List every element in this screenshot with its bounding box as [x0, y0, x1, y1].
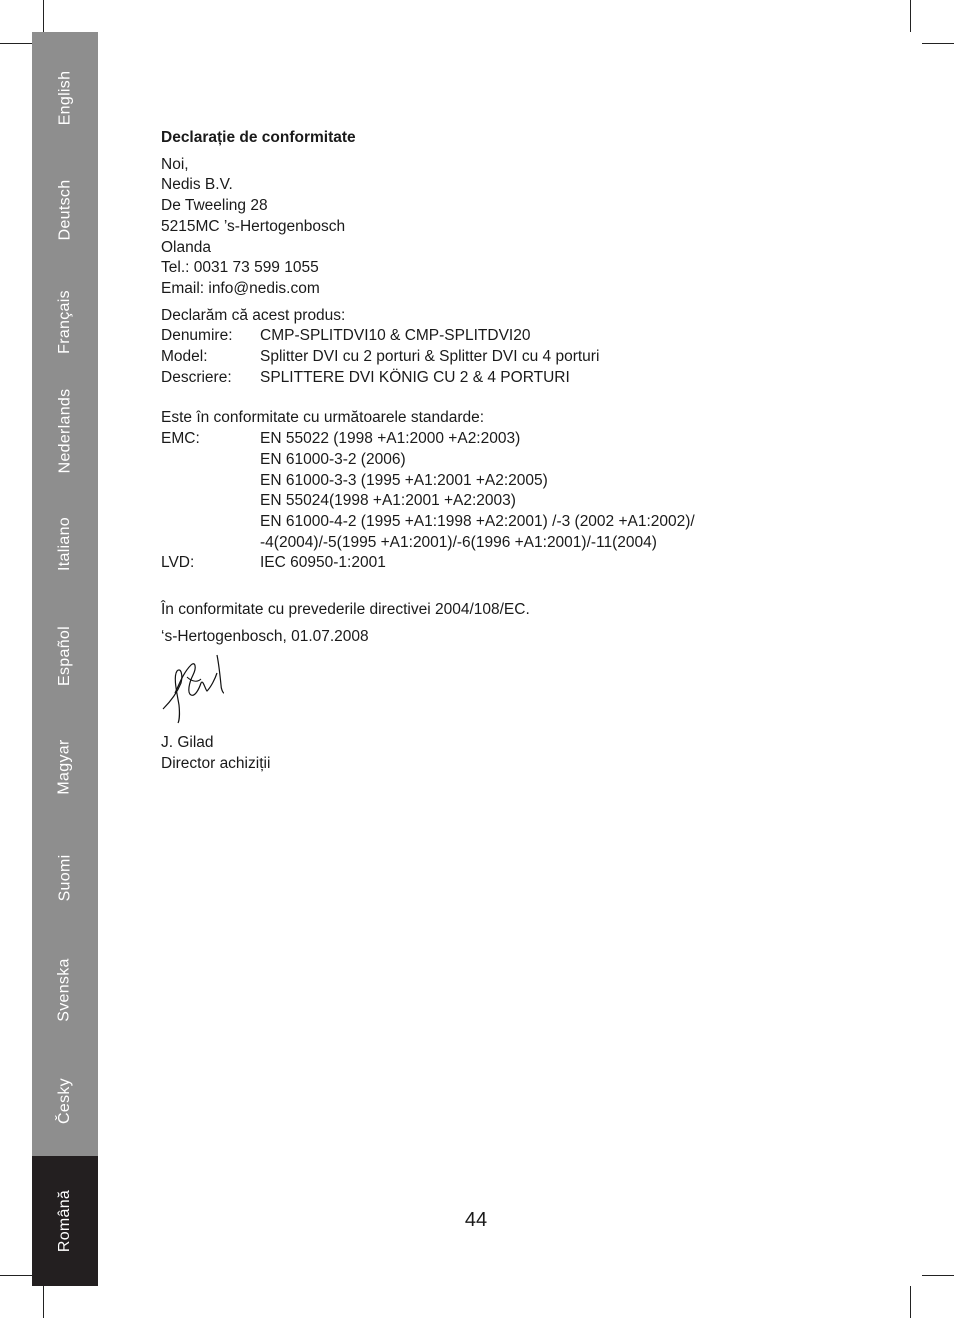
tab-label: Magyar: [56, 739, 73, 795]
tab-label: Nederlands: [56, 388, 74, 474]
address-line: Noi,: [161, 155, 189, 173]
tab-english[interactable]: [32, 42, 98, 154]
crop-mark: [910, 1286, 911, 1318]
standards-intro: Este în conformitate cu următoarele standarde:: [161, 409, 485, 427]
standard-line: EN 61000-4-2 (1995 +A1:1998 +A2:2001) /-3 (2002 +A1:2002)/: [260, 512, 695, 530]
tab-romana[interactable]: [32, 1156, 98, 1286]
tab-label: Svenska: [56, 958, 73, 1022]
emc-row: [161, 429, 801, 450]
field-label: Descriere:: [161, 368, 232, 386]
signature-stroke: [163, 670, 182, 723]
directive-statement: În conformitate cu prevederile directivei 2004/108/EC.: [161, 601, 530, 619]
address-line: Olanda: [161, 238, 211, 256]
tab-label: English: [55, 70, 73, 126]
signature-image: [161, 653, 241, 733]
field-value: CMP-SPLITDVI10 & CMP-SPLITDVI20: [260, 327, 531, 345]
crop-mark: [922, 43, 954, 44]
tab-label: Deutsch: [55, 179, 73, 241]
product-intro: Declarăm că acest produs:: [161, 306, 346, 324]
product-description-row: [161, 368, 801, 389]
address-line: Nedis B.V.: [161, 176, 233, 194]
signer-title: Director achiziții: [161, 755, 271, 773]
tab-label: Suomi: [55, 854, 73, 902]
tab-italiano[interactable]: [32, 488, 98, 600]
tab-francais[interactable]: [32, 266, 98, 378]
tab-label: Italiano: [56, 517, 73, 571]
standard-line: EN 55024(1998 +A1:2001 +A2:2003): [260, 492, 516, 510]
declaration-content: [161, 128, 801, 775]
address-line: Tel.: 0031 73 599 1055: [161, 259, 319, 277]
lvd-row: [161, 553, 801, 574]
signature-stroke: [175, 664, 217, 696]
tab-nederlands[interactable]: [32, 375, 98, 487]
signature-stroke: [187, 677, 201, 681]
page-title: Declarație de conformitate: [161, 129, 356, 146]
crop-mark: [0, 43, 32, 44]
standard-line: -4(2004)/-5(1995 +A1:2001)/-6(1996 +A1:2001)/-11(2004): [260, 533, 657, 551]
crop-mark: [910, 0, 911, 32]
standard-line: EN 61000-3-3 (1995 +A1:2001 +A2:2005): [260, 471, 548, 489]
standard-line: EN 61000-3-2 (2006): [260, 450, 406, 468]
tab-label: Română: [56, 1189, 73, 1253]
language-sidebar: [32, 32, 98, 1286]
standard-line: IEC 60950-1:2001: [260, 554, 386, 572]
field-label: Denumire:: [161, 327, 233, 345]
place-date: ‘s-Hertogenbosch, 01.07.2008: [161, 627, 369, 645]
tab-magyar[interactable]: [32, 711, 98, 823]
tab-label: Español: [55, 626, 73, 686]
field-label: EMC:: [161, 430, 200, 448]
emc-row: [161, 450, 801, 471]
tab-label: Česky: [55, 1078, 73, 1124]
product-model-row: [161, 347, 801, 368]
crop-mark: [922, 1275, 954, 1276]
field-value: SPLITTERE DVI KÖNIG CU 2 & 4 PORTURI: [260, 368, 570, 386]
tab-svenska[interactable]: [32, 934, 98, 1046]
crop-mark: [43, 0, 44, 32]
tab-suomi[interactable]: [32, 822, 98, 934]
crop-mark: [0, 1275, 32, 1276]
tab-deutsch[interactable]: [32, 154, 98, 266]
address-line: Email: info@nedis.com: [161, 279, 320, 297]
address-line: 5215MC ’s-Hertogenbosch: [161, 217, 346, 235]
address-line: De Tweeling 28: [161, 197, 268, 215]
field-value: Splitter DVI cu 2 porturi & Splitter DVI cu 4 porturi: [260, 348, 600, 366]
emc-row: [161, 471, 801, 492]
page-number: 44: [464, 1209, 488, 1231]
tab-espanol[interactable]: [32, 600, 98, 712]
field-label: LVD:: [161, 554, 195, 572]
field-label: Model:: [161, 348, 208, 366]
signer-name: J. Gilad: [161, 734, 214, 752]
product-name-row: [161, 326, 801, 347]
standard-line: EN 55022 (1998 +A1:2000 +A2:2003): [260, 430, 521, 448]
emc-row: [161, 512, 801, 533]
emc-row: [161, 491, 801, 512]
tab-label: Français: [55, 290, 73, 354]
signature-stroke: [217, 655, 224, 693]
emc-row: [161, 533, 801, 554]
crop-mark: [43, 1286, 44, 1318]
tab-cesky[interactable]: [32, 1045, 98, 1157]
